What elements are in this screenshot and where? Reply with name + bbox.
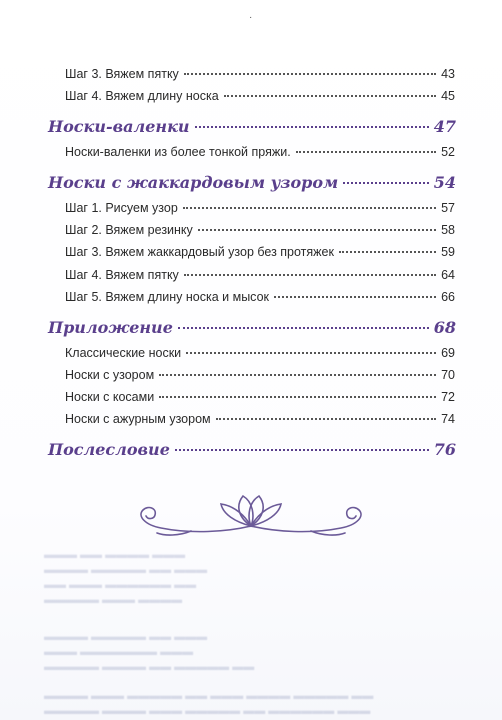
toc-page-number: 72: [441, 390, 455, 404]
toc-page-number: 68: [433, 318, 456, 337]
toc-page-number: 59: [441, 245, 455, 259]
toc-entry-title: Шаг 2. Вяжем резинку: [65, 223, 193, 237]
toc-entry[interactable]: [65, 412, 455, 426]
toc-entry-title: Шаг 3. Вяжем жаккардовый узор без протяжек: [65, 245, 334, 259]
toc-entry[interactable]: [65, 346, 455, 360]
toc-leader-dots: [159, 374, 436, 376]
toc-entry-title: Шаг 5. Вяжем длину носка и мысок: [65, 290, 269, 304]
toc-section-heading[interactable]: [48, 117, 456, 136]
toc-entry[interactable]: [65, 145, 455, 159]
toc-entry[interactable]: [65, 201, 455, 215]
toc-entry[interactable]: [65, 290, 455, 304]
toc-page-number: 57: [441, 201, 455, 215]
toc-leader-dots: [186, 352, 436, 354]
toc-page-number: 54: [433, 173, 456, 192]
toc-leader-dots: [339, 251, 436, 253]
toc-page-number: 58: [441, 223, 455, 237]
toc-leader-dots: [343, 182, 429, 184]
toc-entry[interactable]: [65, 390, 455, 404]
toc-leader-dots: [184, 73, 436, 75]
toc-leader-dots: [274, 296, 436, 298]
toc-leader-dots: [224, 95, 436, 97]
toc-page-number: 43: [441, 67, 455, 81]
toc-section-title: Носки с жаккардовым узором: [48, 173, 339, 192]
toc-entry-title: Носки с косами: [65, 390, 155, 404]
toc-entry[interactable]: [65, 368, 455, 382]
toc-entry-title: Шаг 1. Рисуем узор: [65, 201, 178, 215]
toc-leader-dots: [296, 151, 436, 153]
toc-leader-dots: [178, 327, 429, 329]
toc-leader-dots: [159, 396, 436, 398]
toc-entry-title: Шаг 4. Вяжем пятку: [65, 268, 179, 282]
toc-leader-dots: [216, 418, 436, 420]
toc-page-number: 45: [441, 89, 455, 103]
toc-page-number: 66: [441, 290, 455, 304]
bleed-through-text: ▬▬▬ ▬▬ ▬▬▬▬ ▬▬▬ ▬▬▬▬ ▬▬▬▬▬ ▬▬ ▬▬▬ ▬▬ ▬▬▬ ▬▬▬▬▬▬ ▬▬ ▬▬▬▬▬ ▬▬▬ ▬▬▬▬ ▬▬▬▬ ▬▬▬▬▬ ▬▬ ▬▬▬ ▬▬▬ ▬▬▬▬▬▬▬ ▬▬▬ ▬▬▬▬▬ ▬▬▬▬ ▬▬ ▬▬▬▬▬ ▬▬ ▬▬▬▬ ▬▬▬ ▬▬▬▬▬ ▬▬ ▬▬▬ ▬▬▬▬ ▬▬▬▬▬ ▬▬ ▬▬▬▬▬ ▬▬▬▬ ▬▬▬ ▬▬▬▬▬ ▬▬ ▬▬▬▬▬▬ ▬▬▬: [44, 549, 374, 717]
toc-section-title: Приложение: [48, 318, 173, 337]
toc-section-title: Послесловие: [48, 440, 170, 459]
toc-entry-title: Носки с узором: [65, 368, 155, 382]
toc-entry-title: Носки-валенки из более тонкой пряжи.: [65, 145, 291, 159]
toc-leader-dots: [183, 207, 436, 209]
toc-entry[interactable]: [65, 67, 455, 81]
toc-entry-title: Шаг 3. Вяжем пятку: [65, 67, 179, 81]
toc-page-number: 74: [441, 412, 455, 426]
toc-entry-title: Носки с ажурным узором: [65, 412, 211, 426]
toc-page-number: 76: [433, 440, 456, 459]
toc-section-heading[interactable]: [48, 318, 456, 337]
toc-leader-dots: [195, 126, 429, 128]
toc-page-number: 52: [441, 145, 455, 159]
toc-entry[interactable]: [65, 223, 455, 237]
toc-page-number: 69: [441, 346, 455, 360]
toc-entry-title: Шаг 4. Вяжем длину носка: [65, 89, 219, 103]
floral-divider-icon: [131, 488, 371, 548]
toc-page-number: 70: [441, 368, 455, 382]
toc-section-title: Носки-валенки: [48, 117, 190, 136]
toc-leader-dots: [198, 229, 436, 231]
toc-leader-dots: [184, 274, 436, 276]
toc-section-heading[interactable]: [48, 173, 456, 192]
toc-entry[interactable]: [65, 245, 455, 259]
toc-page-number: 47: [433, 117, 456, 136]
toc-entry[interactable]: [65, 268, 455, 282]
toc-entry[interactable]: [65, 89, 455, 103]
page-top-mark: ·: [249, 12, 253, 23]
toc-page-number: 64: [441, 268, 455, 282]
toc-entry-title: Классические носки: [65, 346, 182, 360]
toc-section-heading[interactable]: [48, 440, 456, 459]
toc-leader-dots: [175, 449, 429, 451]
